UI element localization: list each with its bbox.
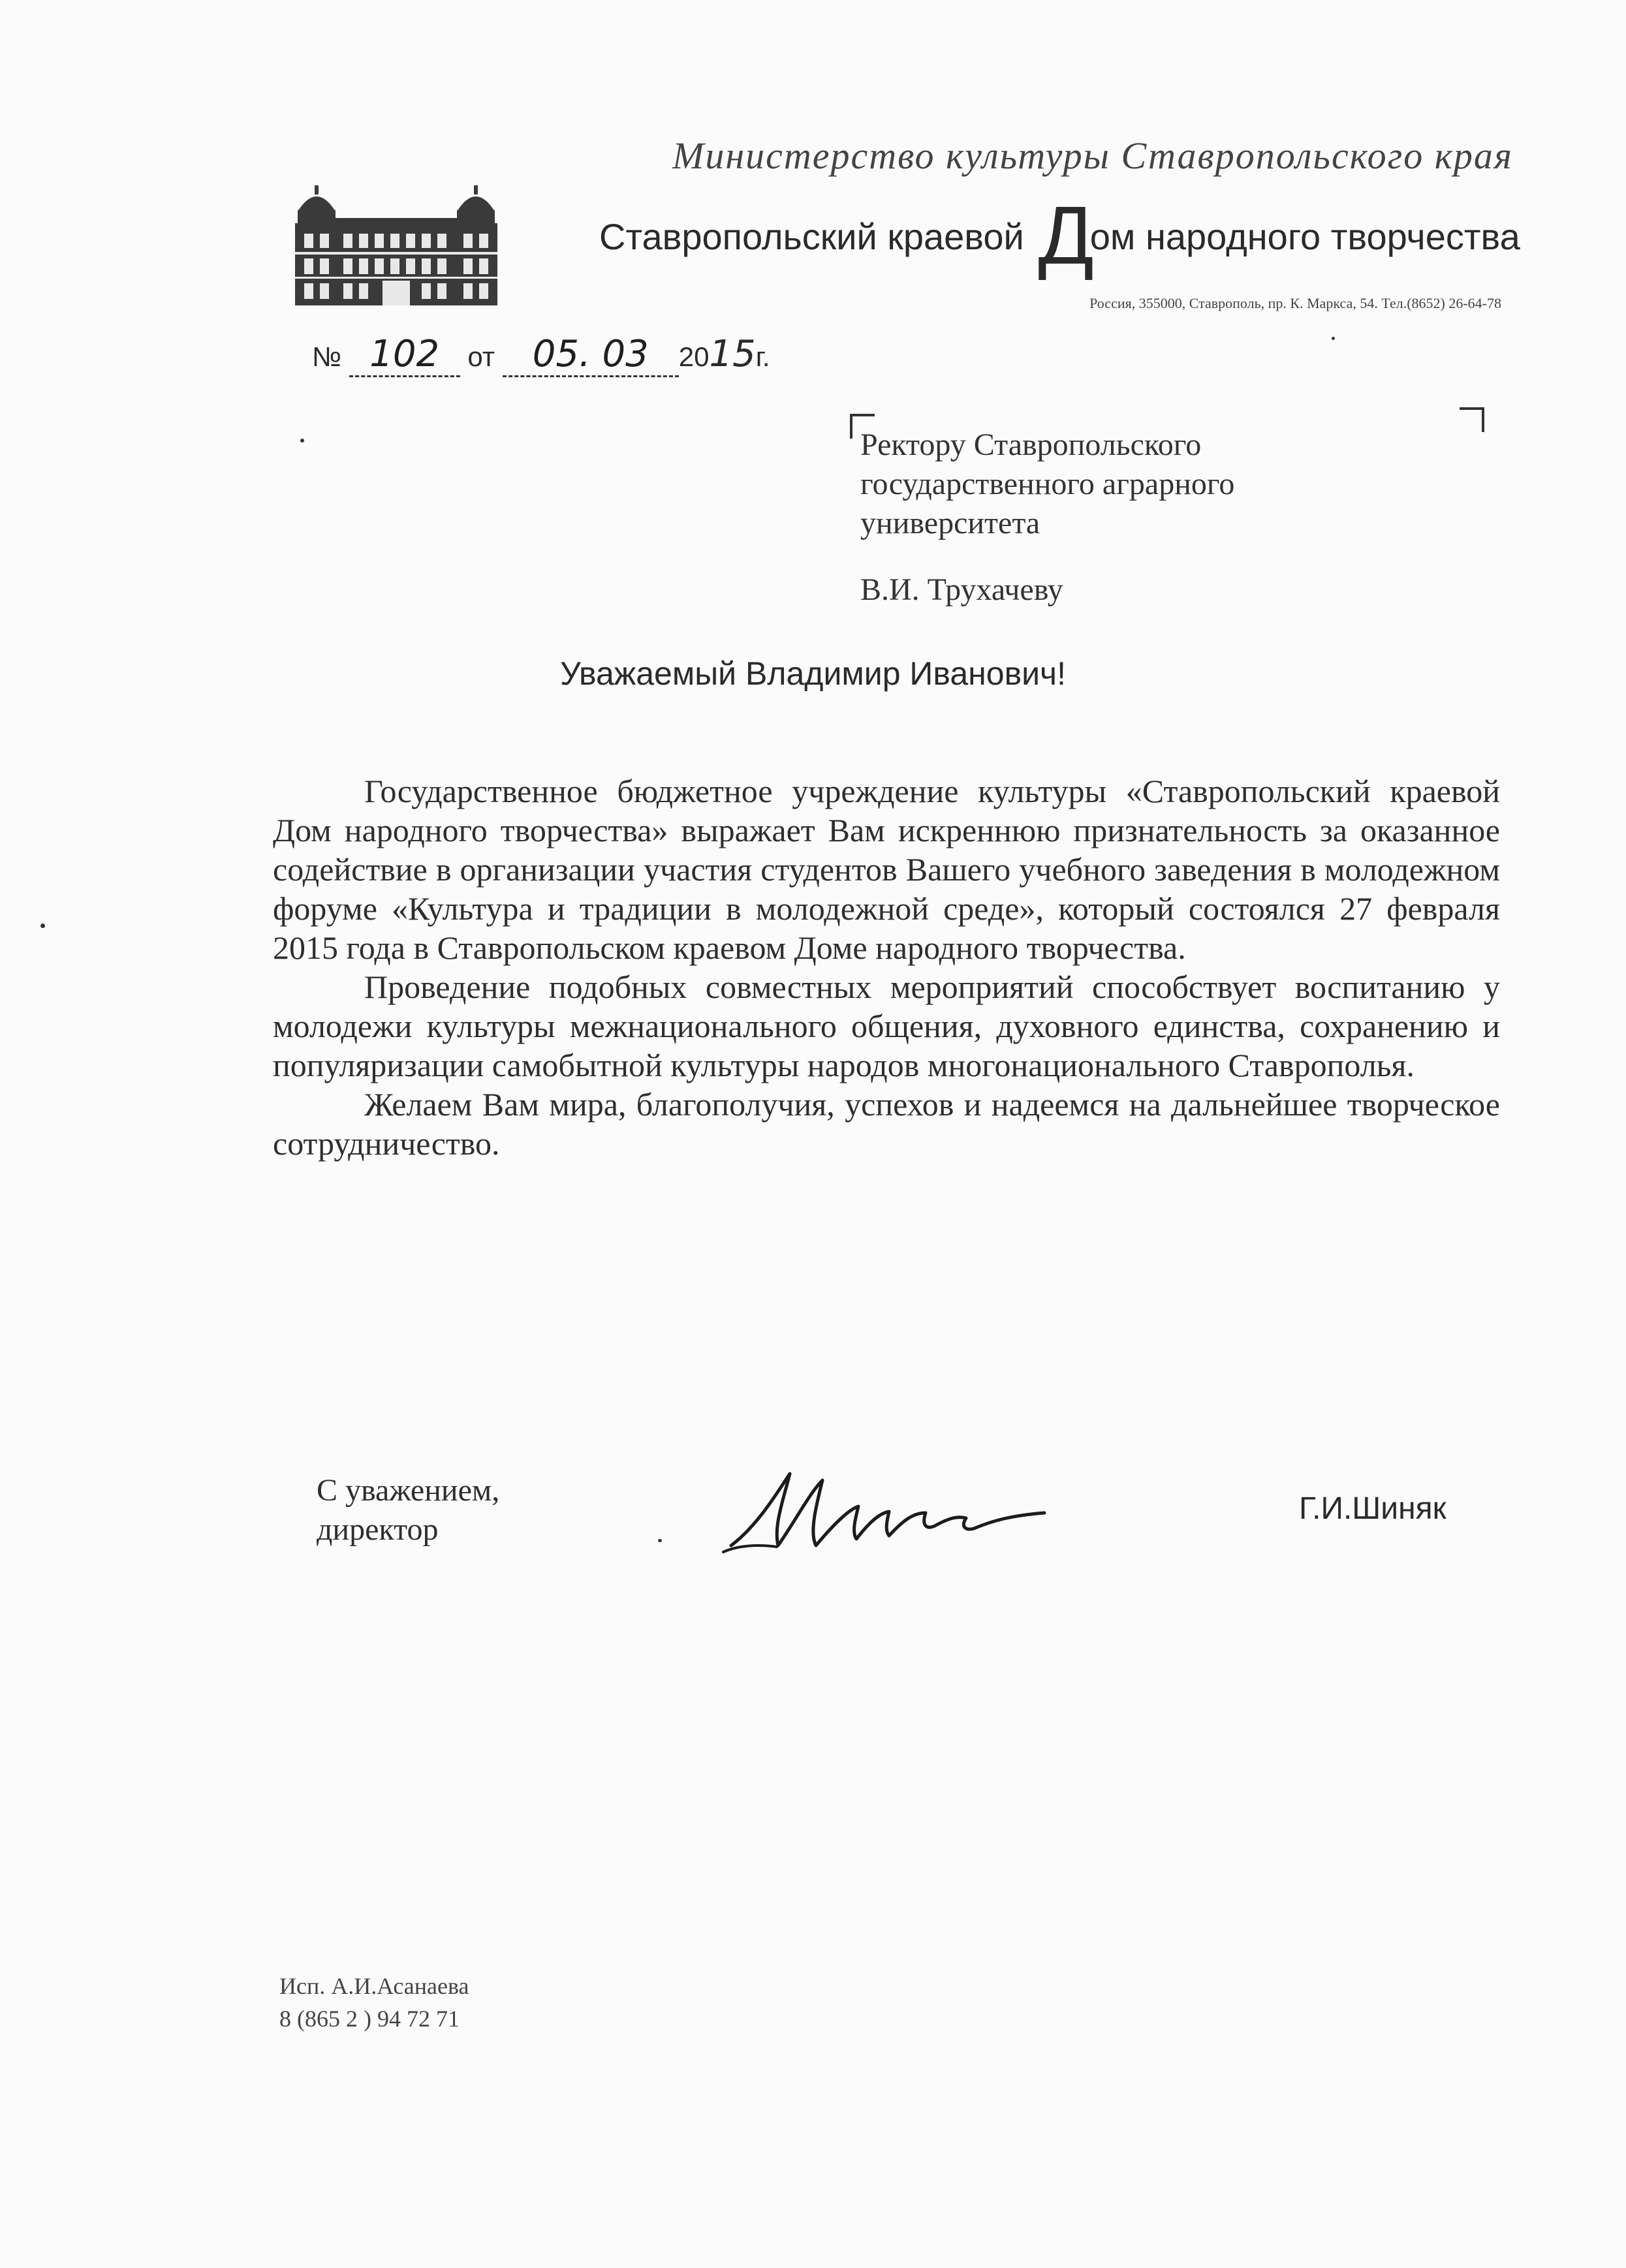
scan-speck <box>1332 337 1335 340</box>
executor-name: Исп. А.И.Асанаева <box>279 1973 469 1999</box>
scan-speck <box>40 924 45 928</box>
body-paragraph-3: Желаем Вам мира, благополучия, успехов и надеемся на дальнейшее творческое сотрудничество. <box>273 1086 1500 1162</box>
org-name-part-2: ом народного творчества <box>1089 216 1520 257</box>
ministry-header: Министерство культуры Ставропольского края <box>672 134 1513 177</box>
addressee-name: В.И. Трухачеву <box>860 572 1063 607</box>
closing-regards: С уважением, <box>317 1473 500 1508</box>
body-paragraph-2: Проведение подобных совместных мероприятий способствует воспитанию у молодежи культуры межнационального общения, духовного единства, сохранению и популяризации самобытной культуры народов многонационального Ставрополья. <box>273 969 1500 1083</box>
handwritten-signature <box>718 1448 1057 1559</box>
letter-body <box>273 771 1500 1163</box>
year-suffix: 15 <box>709 333 756 375</box>
signer-name: Г.И.Шиняк <box>1299 1491 1446 1526</box>
building-logo-icon <box>292 184 500 308</box>
salutation: Уважаемый Владимир Иванович! <box>560 655 1066 692</box>
closing-position: директор <box>317 1512 439 1547</box>
registration-date: 05. 03 <box>503 333 679 377</box>
scan-speck <box>658 1539 662 1542</box>
executor-block <box>279 1970 469 2035</box>
org-name-part-1: Ставропольский краевой <box>599 216 1035 257</box>
body-paragraph-1: Государственное бюджетное учреждение культуры «Ставропольский краевой Дом народного творчества» выражает Вам искреннюю признательность за оказанное содействие в организации участия студентов Вашего учебного заведения в молодежном форуме «Культура и традиции в молодежной среде», который состоялся 27 февраля 2015 года в Ставропольском краевом Доме народного творчества. <box>273 773 1500 966</box>
addressee-block <box>860 426 1480 610</box>
addressee-line-3: университета <box>860 506 1040 540</box>
organization-address: Россия, 355000, Ставрополь, пр. К. Маркса, 54. Тел.(8652) 26-64-78 <box>1089 295 1501 311</box>
org-name-big-letter: Д <box>1038 189 1094 281</box>
registration-line <box>312 333 770 377</box>
year-mark: г. <box>755 341 770 372</box>
executor-phone: 8 (865 2 ) 94 72 71 <box>279 2006 460 2032</box>
registration-number: 102 <box>349 333 460 377</box>
closing-block <box>317 1471 499 1549</box>
number-label: № <box>312 341 342 372</box>
organization-name <box>599 189 1520 281</box>
date-from-label: от <box>467 341 495 372</box>
addressee-line-2: государственного аграрного <box>860 467 1235 501</box>
year-prefix: 20 <box>678 341 710 372</box>
addressee-line-1: Ректору Ставропольского <box>860 427 1202 462</box>
scan-speck <box>300 439 304 443</box>
